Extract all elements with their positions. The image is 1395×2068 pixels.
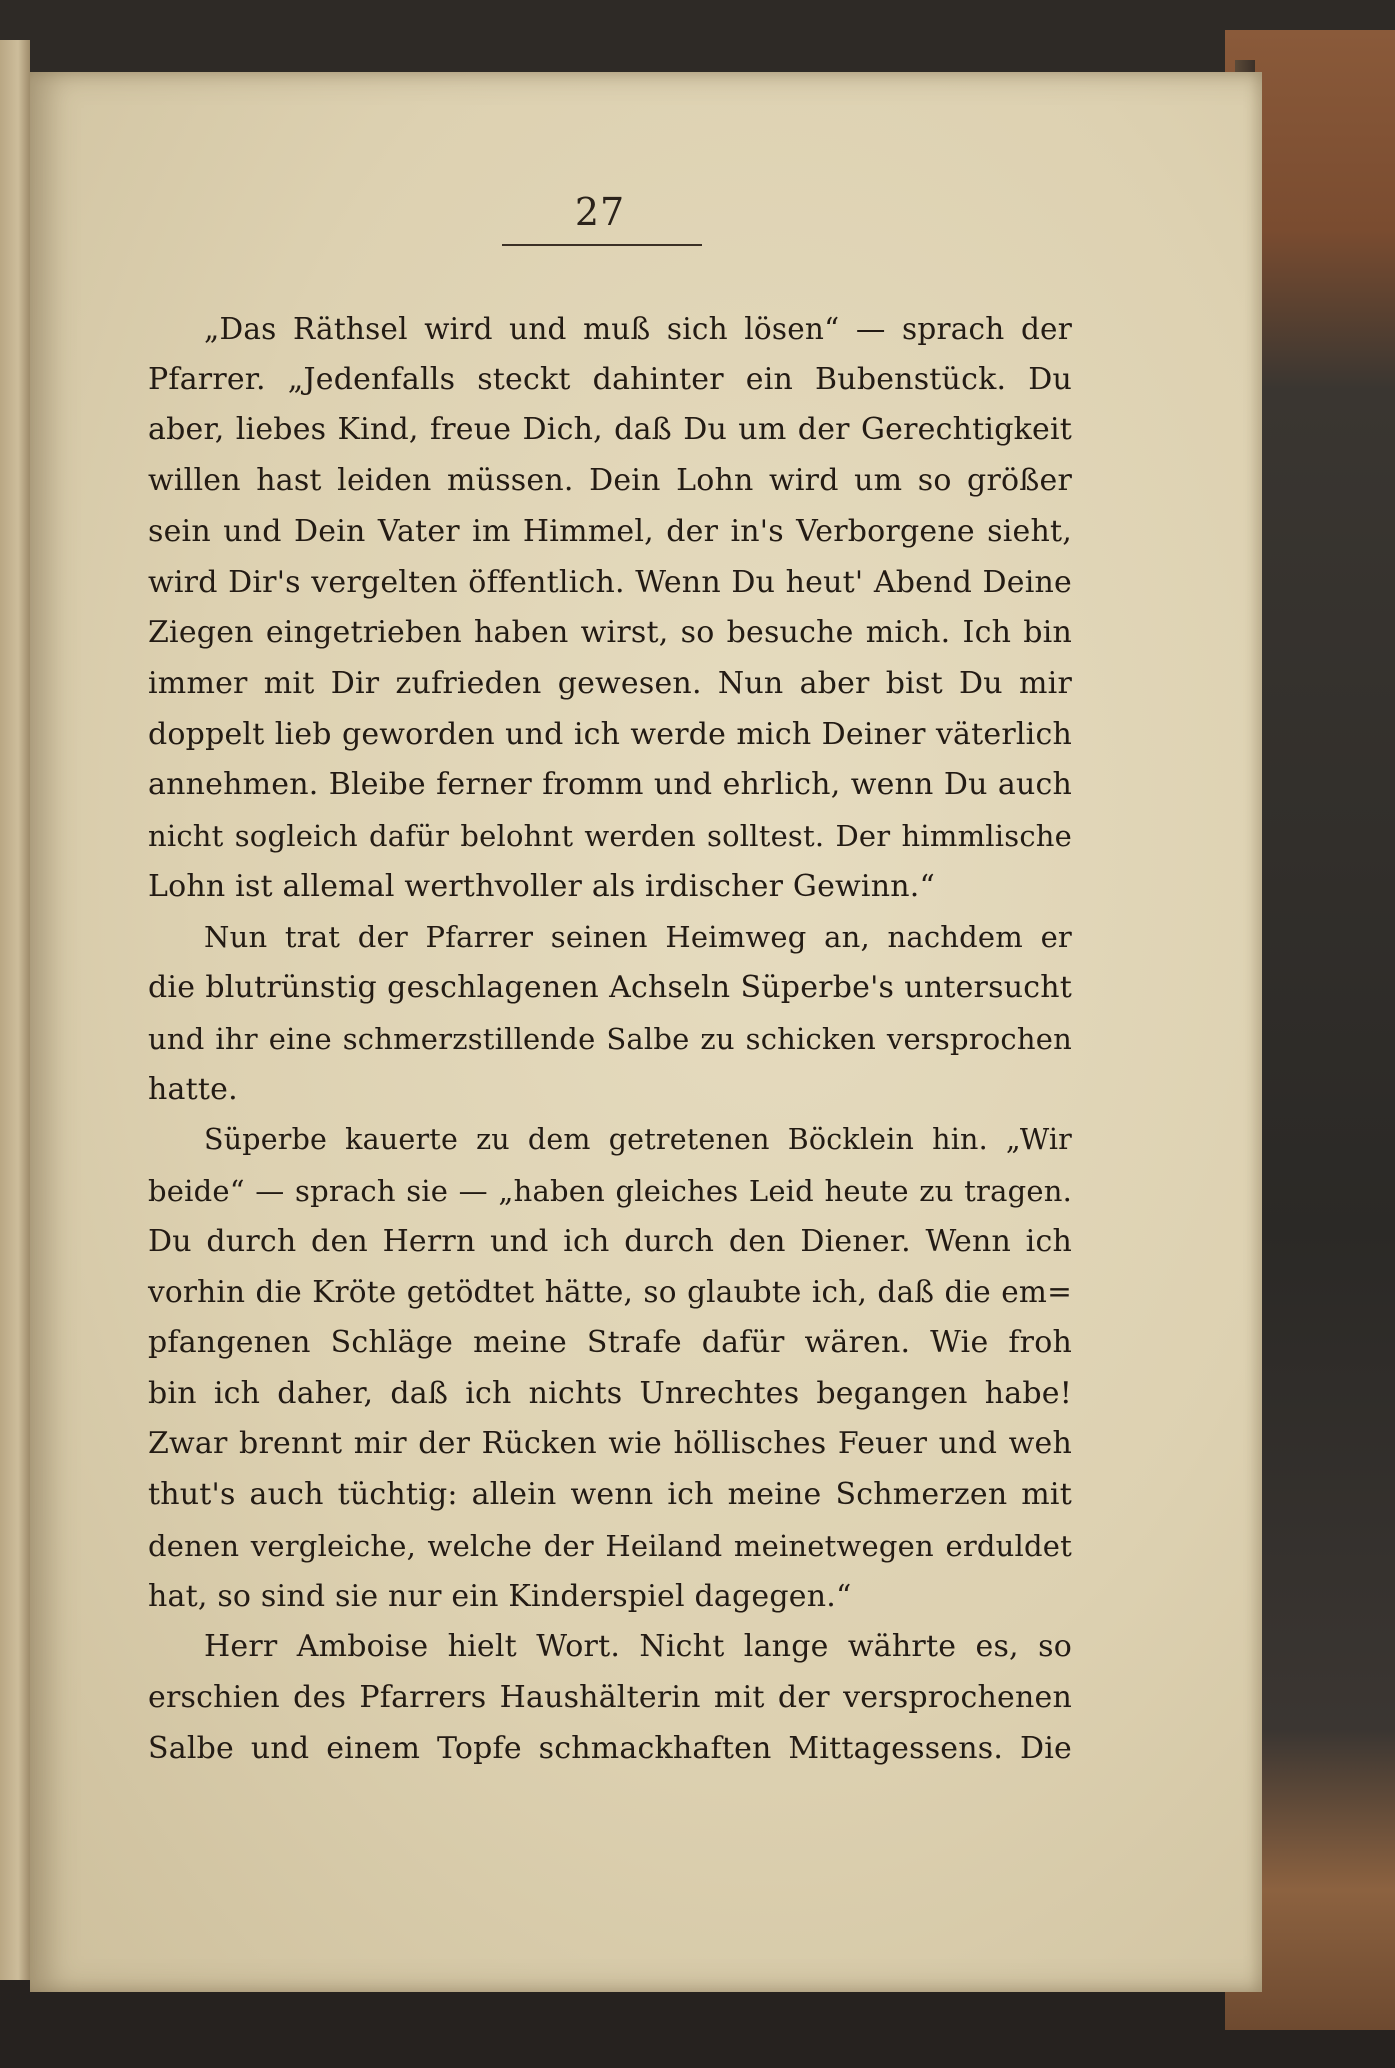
header-rule xyxy=(502,244,702,246)
text-line: und ihr eine schmerzstillende Salbe zu schicken versprochen xyxy=(148,1021,1072,1056)
text-line: Süperbe kauerte zu dem getretenen Böcklein hin. „Wir xyxy=(204,1123,1072,1157)
text-line: beide“ — sprach sie — „haben gleiches Leid heute zu tragen. xyxy=(148,1173,1072,1208)
text-line: bin ich daher, daß ich nichts Unrechtes begangen habe! xyxy=(148,1375,1072,1411)
book-page xyxy=(30,72,1262,1992)
text-line: annehmen. Bleibe ferner fromm und ehrlich, wenn Du auch xyxy=(148,767,1072,803)
text-line: aber, liebes Kind, freue Dich, daß Du um der Gerechtigkeit xyxy=(148,412,1072,448)
text-line: immer mit Dir zufrieden gewesen. Nun aber bist Du mir xyxy=(148,665,1072,701)
text-line: vorhin die Kröte getödtet hätte, so glaubte ich, daß die em= xyxy=(148,1275,1072,1310)
text-line: nicht sogleich dafür belohnt werden solltest. Der himmlische xyxy=(148,819,1072,854)
text-line: Lohn ist allemal werthvoller als irdischer Gewinn.“ xyxy=(148,868,936,904)
text-line: sein und Dein Vater im Himmel, der in's Verborgene sieht, xyxy=(148,513,1072,549)
page-body-text xyxy=(148,304,1072,1774)
text-line: Zwar brennt mir der Rücken wie höllisches Feuer und weh xyxy=(148,1426,1072,1462)
text-line: Du durch den Herrn und ich durch den Diener. Wenn ich xyxy=(148,1223,1072,1259)
previous-page-edge xyxy=(0,40,30,1980)
text-line: doppelt lieb geworden und ich werde mich Deiner väterlich xyxy=(148,716,1072,752)
text-line: hatte. xyxy=(148,1071,238,1107)
text-line: wird Dir's vergelten öffentlich. Wenn Du heut' Abend Deine xyxy=(148,564,1072,600)
text-line: denen vergleiche, welche der Heiland meinetwegen erduldet xyxy=(148,1528,1072,1563)
text-line: willen hast leiden müssen. Dein Lohn wird um so größer xyxy=(148,463,1072,499)
text-line: Pfarrer. „Jedenfalls steckt dahinter ein Bubenstück. Du xyxy=(148,361,1072,397)
text-line: thut's auch tüchtig: allein wenn ich meine Schmerzen mit xyxy=(148,1477,1072,1513)
text-line: die blutrünstig geschlagenen Achseln Süperbe's untersucht xyxy=(148,970,1072,1006)
page-number: 27 xyxy=(574,190,626,234)
text-line: Nun trat der Pfarrer seinen Heimweg an, nachdem er xyxy=(204,920,1072,955)
text-line: „Das Räthsel wird und muß sich lösen“ — sprach der xyxy=(204,312,1072,346)
text-line: Herr Amboise hielt Wort. Nicht lange währte es, so xyxy=(204,1629,1072,1665)
text-line: Ziegen eingetrieben haben wirst, so besuche mich. Ich bin xyxy=(148,615,1072,651)
text-line: hat, so sind sie nur ein Kinderspiel dagegen.“ xyxy=(148,1578,852,1614)
text-line: erschien des Pfarrers Haushälterin mit der versprochenen xyxy=(148,1679,1072,1715)
text-line: Salbe und einem Topfe schmackhaften Mittagessens. Die xyxy=(148,1730,1072,1766)
text-line: pfangenen Schläge meine Strafe dafür wären. Wie froh xyxy=(148,1325,1072,1361)
